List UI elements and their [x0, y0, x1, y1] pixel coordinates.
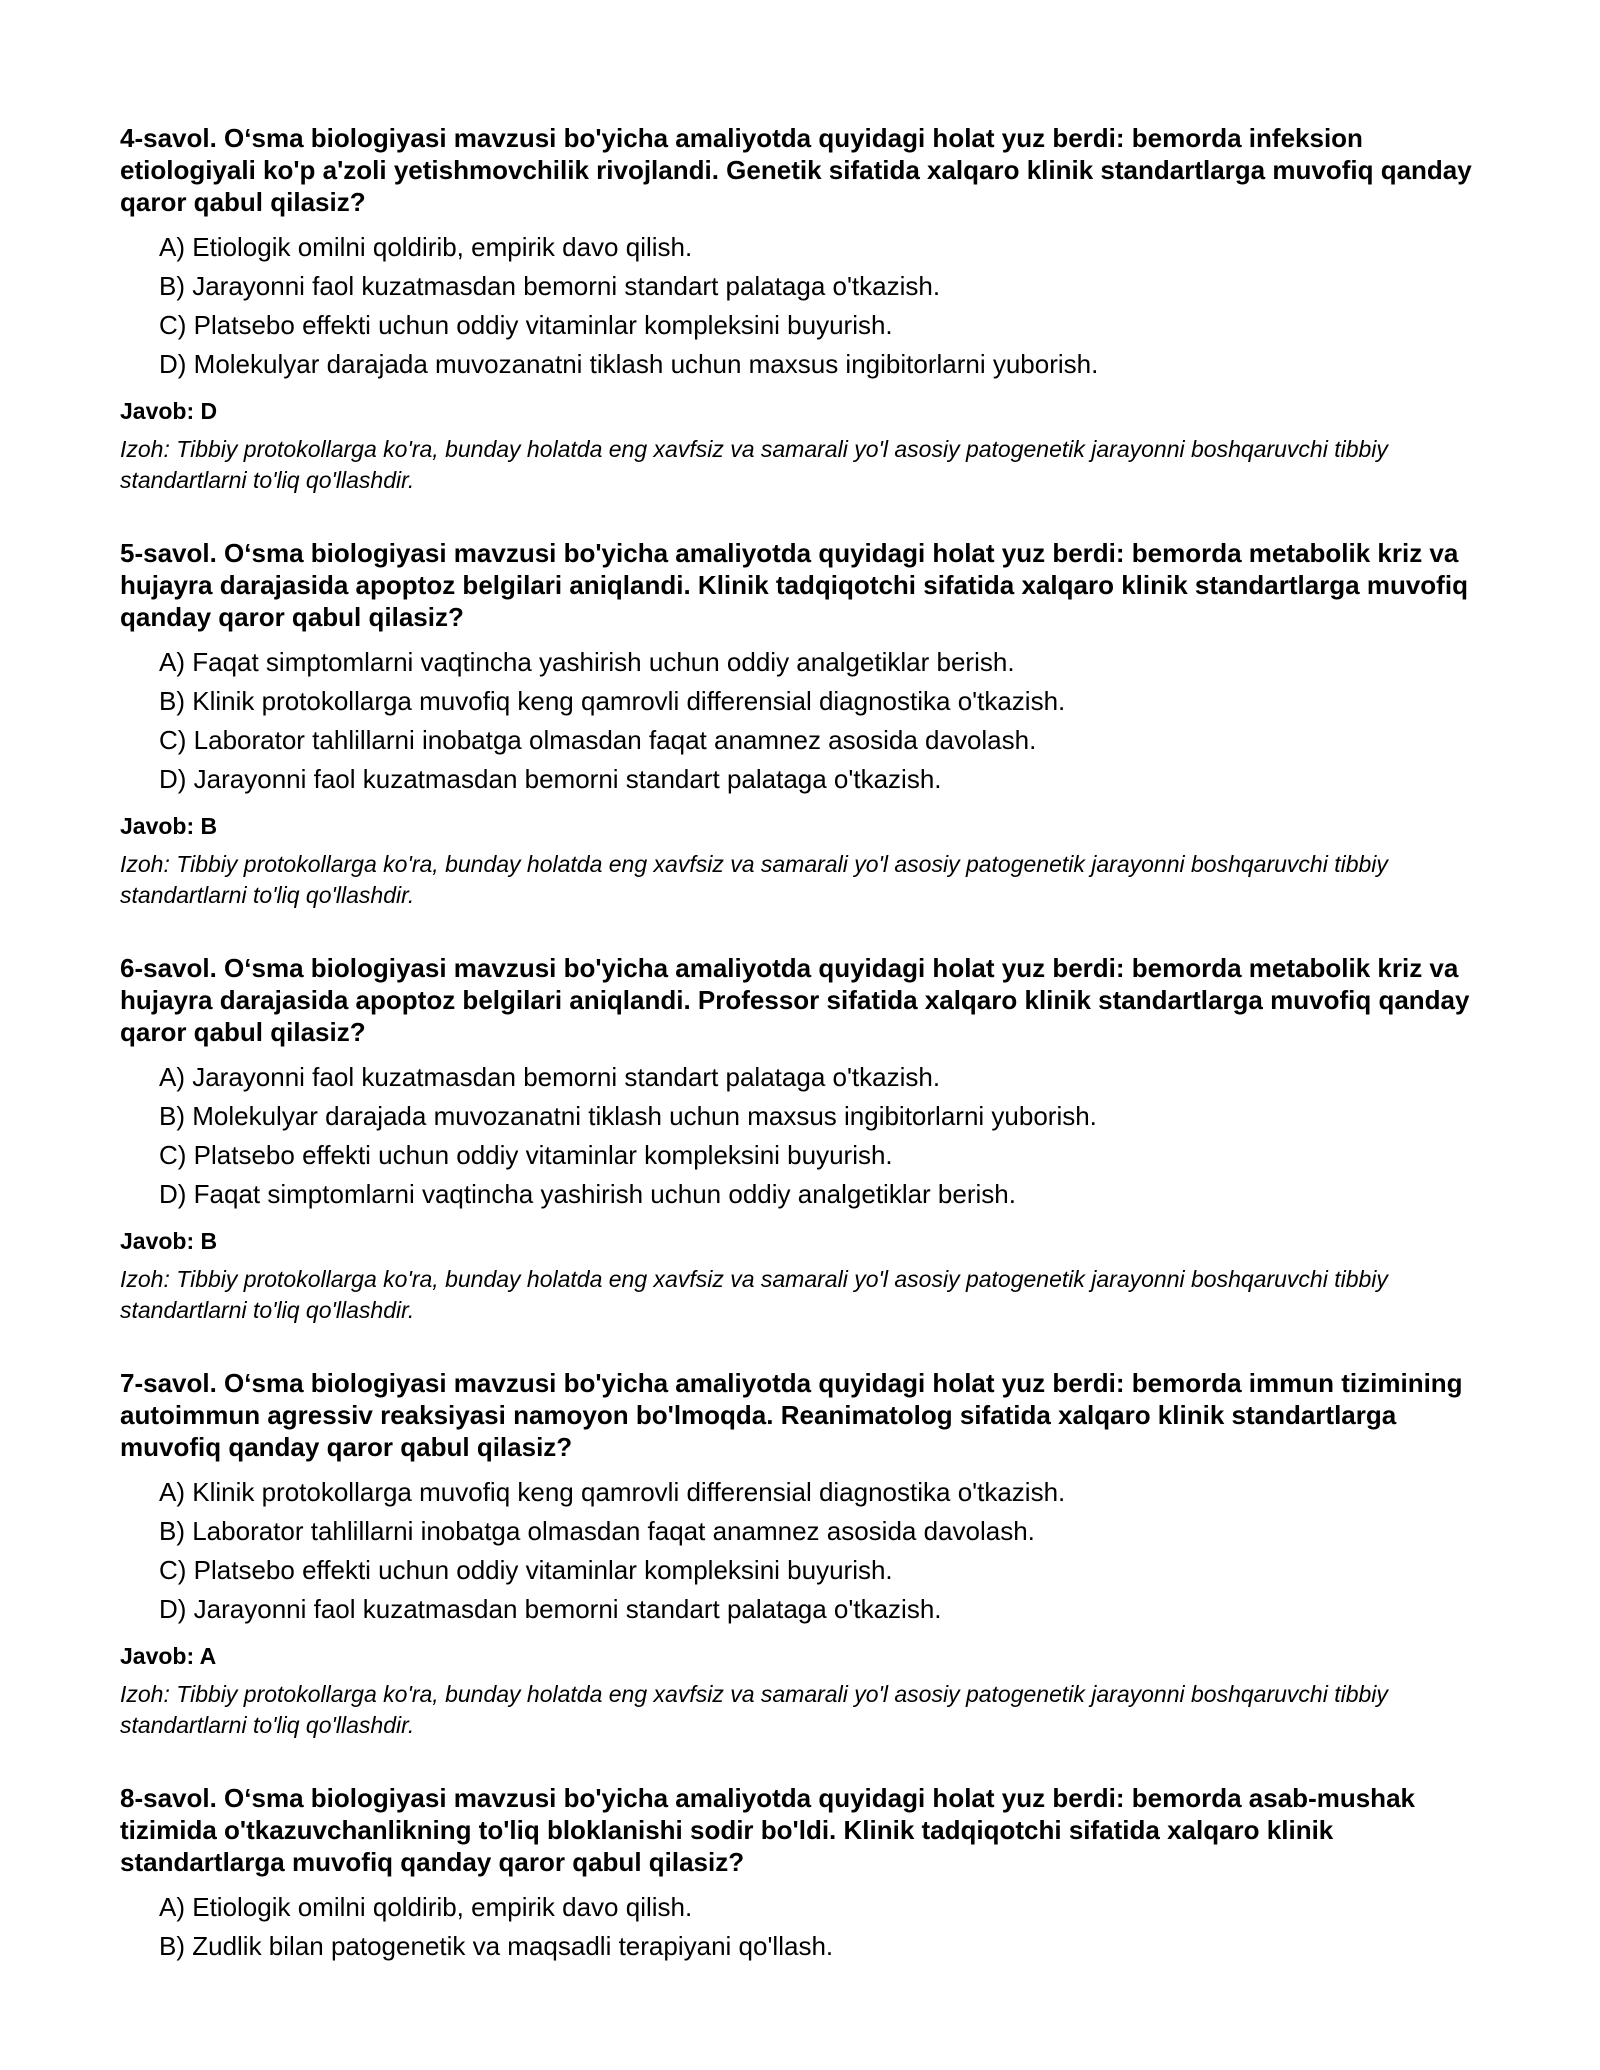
option-a: A) Etiologik omilni qoldirib, empirik davo qilish.: [159, 232, 693, 262]
option-d: D) Faqat simptomlarni vaqtincha yashirish uchun oddiy analgetiklar berish.: [159, 1179, 1016, 1209]
option-d: D) Jarayonni faol kuzatmasdan bemorni standart palataga o'tkazish.: [159, 764, 942, 794]
options-list: [120, 643, 1480, 799]
question-title: 7-savol. O‘sma biologiyasi mavzusi bo'yicha amaliyotda quyidagi holat yuz berdi: bemorda immun tizimining autoimmun agressiv reaksiyasi namoyon bo'lmoqda. Reanimatolog sifatida xalqaro klinik standartlarga muvofiq qanday qaror qabul qilasiz?: [120, 1368, 1463, 1462]
options-list: [120, 1058, 1480, 1214]
answer: Javob: B: [120, 813, 218, 839]
question-8: [120, 1782, 1480, 1966]
explanation-note: Izoh: Tibbiy protokollarga ko'ra, bunday holatda eng xavfsiz va samarali yo'l asosiy patogenetik jarayonni boshqaruvchi tibbiy standartlarni to'liq qo'llashdir.: [120, 436, 1388, 493]
explanation-note: Izoh: Tibbiy protokollarga ko'ra, bunday holatda eng xavfsiz va samarali yo'l asosiy patogenetik jarayonni boshqaruvchi tibbiy standartlarni to'liq qo'llashdir.: [120, 1266, 1388, 1323]
answer: Javob: B: [120, 1228, 218, 1254]
question-title: 5-savol. O‘sma biologiyasi mavzusi bo'yicha amaliyotda quyidagi holat yuz berdi: bemorda metabolik kriz va hujayra darajasida apoptoz belgilari aniqlandi. Klinik tadqiqotchi sifatida xalqaro klinik standartlarga muvofiq qanday qaror qabul qilasiz?: [120, 538, 1468, 632]
option-c: C) Platsebo effekti uchun oddiy vitaminlar kompleksini buyurish.: [159, 1140, 893, 1170]
options-list: [120, 228, 1480, 384]
option-a: A) Jarayonni faol kuzatmasdan bemorni standart palataga o'tkazish.: [159, 1062, 941, 1092]
option-c: C) Platsebo effekti uchun oddiy vitaminlar kompleksini buyurish.: [159, 1555, 893, 1585]
document-page: [120, 122, 1480, 2007]
answer: Javob: A: [120, 1643, 217, 1669]
explanation-note: Izoh: Tibbiy protokollarga ko'ra, bunday holatda eng xavfsiz va samarali yo'l asosiy patogenetik jarayonni boshqaruvchi tibbiy standartlarni to'liq qo'llashdir.: [120, 851, 1388, 908]
option-a: A) Faqat simptomlarni vaqtincha yashirish uchun oddiy analgetiklar berish.: [159, 647, 1015, 677]
question-4: [120, 122, 1480, 496]
option-b: B) Laborator tahlillarni inobatga olmasdan faqat anamnez asosida davolash.: [159, 1516, 1035, 1546]
option-a: A) Klinik protokollarga muvofiq keng qamrovli differensial diagnostika o'tkazish.: [159, 1477, 1066, 1507]
question-title: 4-savol. O‘sma biologiyasi mavzusi bo'yicha amaliyotda quyidagi holat yuz berdi: bemorda infeksion etiologiyali ko'p a'zoli yetishmovchilik rivojlandi. Genetik sifatida xalqaro klinik standartlarga muvofiq qanday qaror qabul qilasiz?: [120, 123, 1472, 217]
option-a: A) Etiologik omilni qoldirib, empirik davo qilish.: [159, 1892, 693, 1922]
option-c: C) Laborator tahlillarni inobatga olmasdan faqat anamnez asosida davolash.: [159, 725, 1037, 755]
answer: Javob: D: [120, 398, 218, 424]
option-b: B) Jarayonni faol kuzatmasdan bemorni standart palataga o'tkazish.: [159, 271, 941, 301]
options-list: [120, 1888, 1480, 1966]
option-b: B) Klinik protokollarga muvofiq keng qamrovli differensial diagnostika o'tkazish.: [159, 686, 1066, 716]
option-b: B) Zudlik bilan patogenetik va maqsadli terapiyani qo'llash.: [159, 1931, 834, 1961]
question-5: [120, 537, 1480, 911]
option-c: C) Platsebo effekti uchun oddiy vitaminlar kompleksini buyurish.: [159, 310, 893, 340]
question-title: 6-savol. O‘sma biologiyasi mavzusi bo'yicha amaliyotda quyidagi holat yuz berdi: bemorda metabolik kriz va hujayra darajasida apoptoz belgilari aniqlandi. Professor sifatida xalqaro klinik standartlarga muvofiq qanday qaror qabul qilasiz?: [120, 953, 1470, 1047]
option-b: B) Molekulyar darajada muvozanatni tiklash uchun maxsus ingibitorlarni yuborish.: [159, 1101, 1097, 1131]
question-6: [120, 952, 1480, 1326]
question-7: [120, 1367, 1480, 1741]
question-title: 8-savol. O‘sma biologiyasi mavzusi bo'yicha amaliyotda quyidagi holat yuz berdi: bemorda asab-mushak tizimida o'tkazuvchanlikning to'liq bloklanishi sodir bo'ldi. Klinik tadqiqotchi sifatida xalqaro klinik standartlarga muvofiq qanday qaror qabul qilasiz?: [120, 1783, 1415, 1877]
option-d: D) Jarayonni faol kuzatmasdan bemorni standart palataga o'tkazish.: [159, 1594, 942, 1624]
explanation-note: Izoh: Tibbiy protokollarga ko'ra, bunday holatda eng xavfsiz va samarali yo'l asosiy patogenetik jarayonni boshqaruvchi tibbiy standartlarni to'liq qo'llashdir.: [120, 1681, 1388, 1738]
option-d: D) Molekulyar darajada muvozanatni tiklash uchun maxsus ingibitorlarni yuborish.: [159, 349, 1099, 379]
options-list: [120, 1473, 1480, 1629]
